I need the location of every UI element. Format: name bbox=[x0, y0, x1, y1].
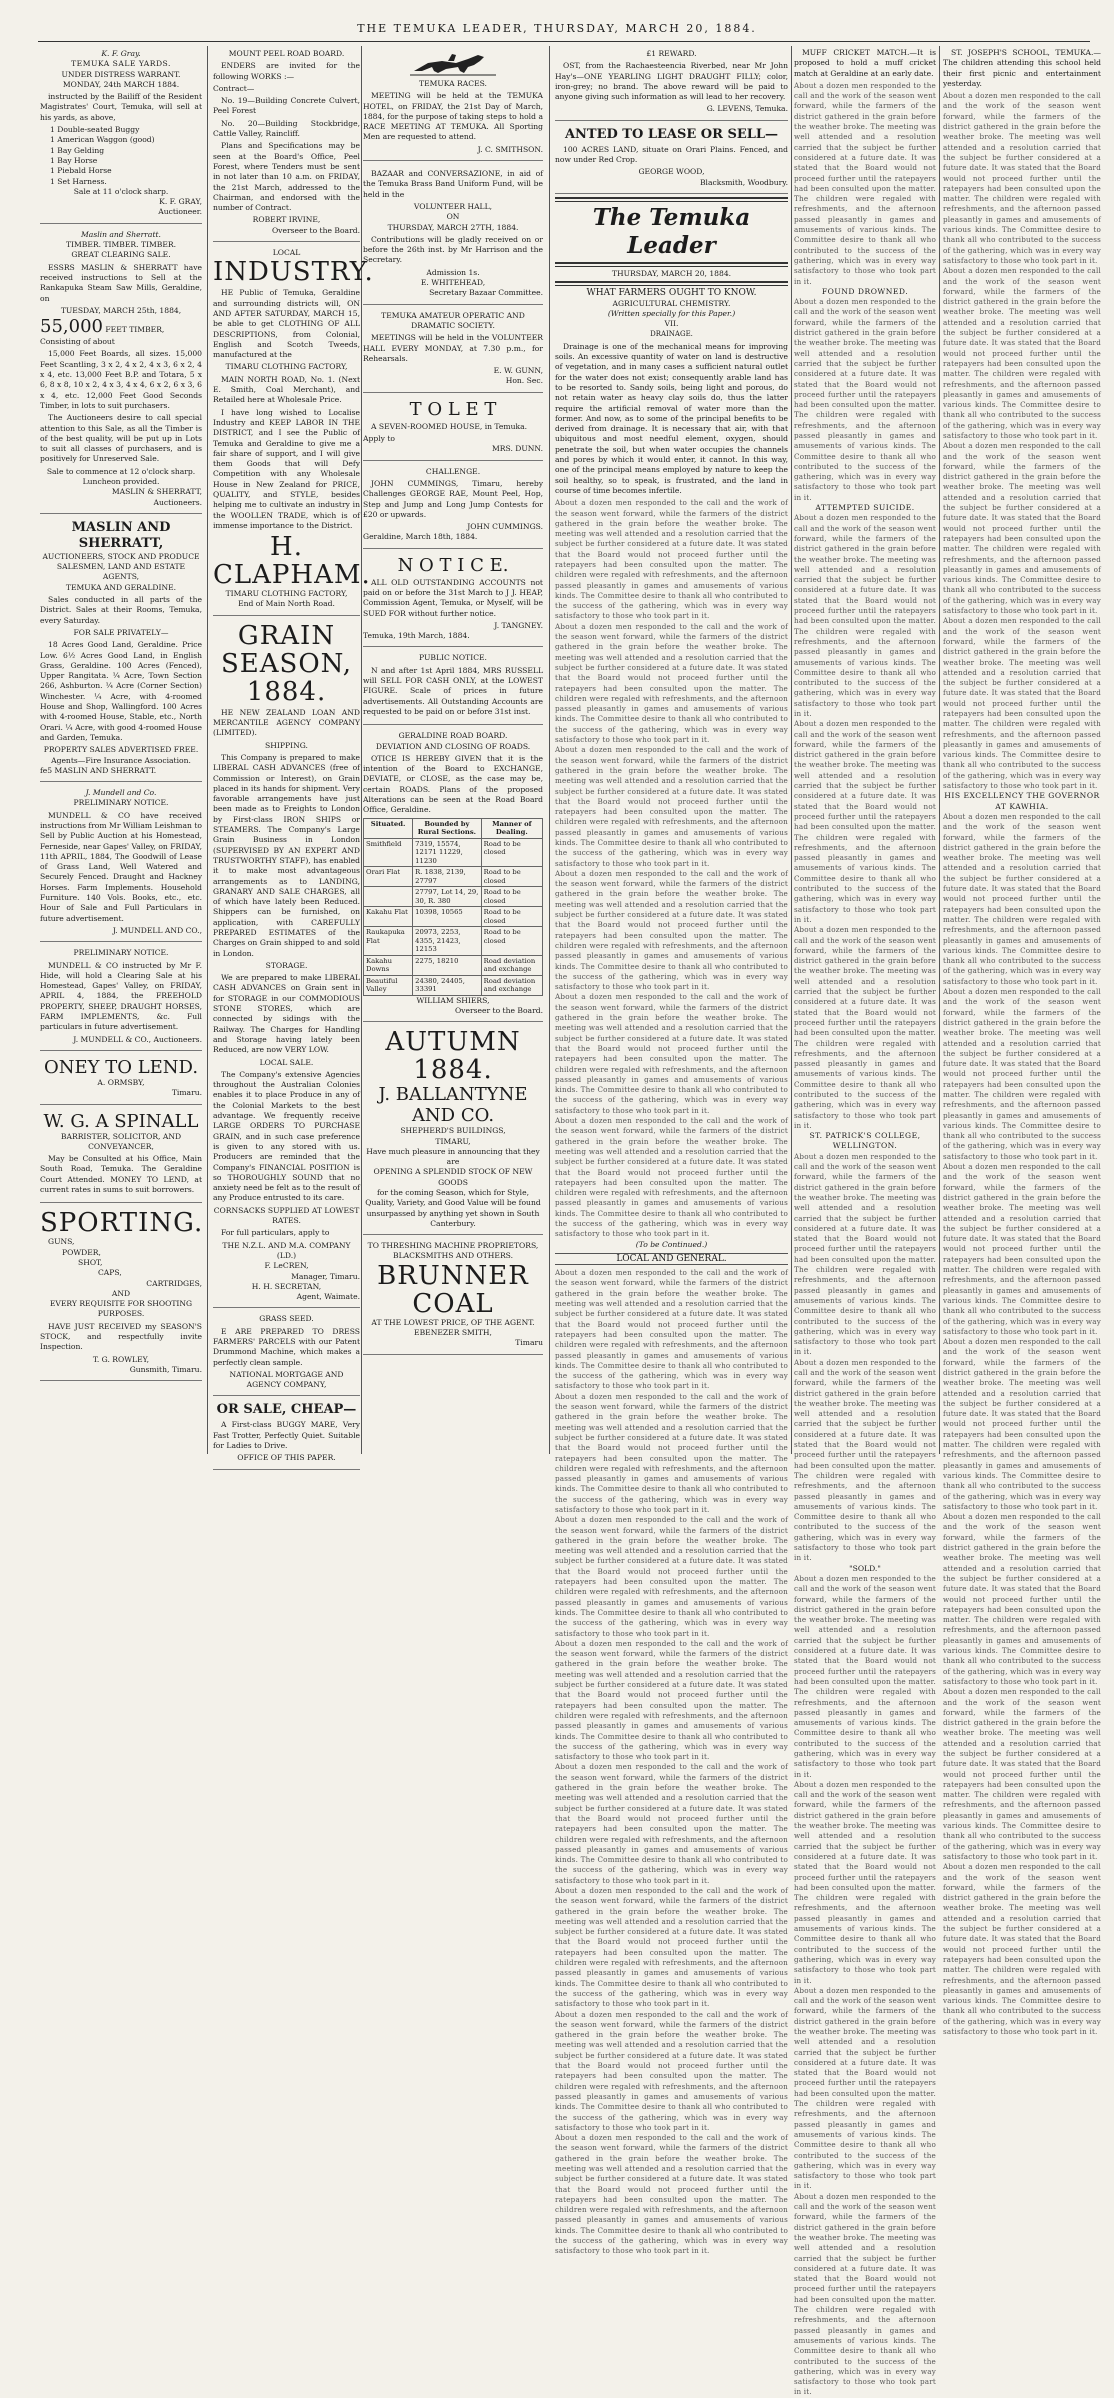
page-masthead: THE TEMUKA LEADER, THURSDAY, MARCH 20, 1884. bbox=[357, 22, 757, 35]
ad-kicker: LOCAL bbox=[272, 248, 301, 258]
top-rule bbox=[38, 41, 1090, 42]
list-item: CAPS, bbox=[98, 1268, 122, 1278]
ad-header: J. Mundell and Co. bbox=[85, 788, 157, 798]
news-heading: FOUND DROWNED. bbox=[821, 286, 909, 296]
sale-time: Sale at 11 o'clock sharp. bbox=[73, 186, 169, 196]
signoff-title: Agent, Waimate. bbox=[296, 1292, 360, 1302]
industry-ad bbox=[213, 245, 374, 616]
ad-body: for the coming Season, which for Style, Quality, Variety, and Good Value will be found unsurpassed by anything yet shown in South Canterbury. bbox=[365, 1188, 541, 1228]
signoff: EBENEZER SMITH, bbox=[414, 1328, 492, 1338]
ad-title: TEMUKA AMATEUR OPERATIC AND DRAMATIC SOCIETY. bbox=[381, 310, 525, 330]
list-item: 1 Double-seated Buggy bbox=[50, 125, 140, 135]
sale-commence: Sale to commence at 12 o'clock sharp. Luncheon provided. bbox=[46, 466, 196, 486]
signoff-title: Overseer to the Board. bbox=[271, 225, 360, 235]
ad-title: W. G. A SPINALL bbox=[43, 1110, 199, 1132]
masthead-rule bbox=[555, 197, 788, 202]
article-continued: About a dozen men responded to the call and the work of the season went forward, while the farmers of the district gathered in the grain before the weather broke. The meeting was well attended and a resolution carried that the subject be further considered at a future date. It was stated that the Board would not proceed further until the ratepayers had been consulted upon the matter. The children were regaled with refreshments, and the afternoon passed pleasantly in games and amusements of various kinds. The Committee desire to thank all who contributed to the success of the gathering, which was in every way satisfactory to those who took part in it. bbox=[555, 1116, 788, 1239]
office: OFFICE OF THIS PAPER. bbox=[237, 1453, 336, 1463]
table-header-row bbox=[364, 818, 543, 838]
table-row bbox=[364, 955, 543, 975]
news-text: About a dozen men responded to the call and the work of the season went forward, while the farmers of the district gathered in the grain before the weather broke. The meeting was well attended and a resolution carried that the subject be further considered at a future date. It was stated that the Board would not proceed further until the ratepayers had been consulted upon the matter. The children were regaled with refreshments, and the afternoon passed pleasantly in games and amusements of various kinds. The Committee desire to thank all who contributed to the success of the gathering, which was in every way satisfactory to those who took part in it. bbox=[555, 1885, 788, 2009]
signoff: H. H. SECRETAN, bbox=[251, 1281, 322, 1291]
signoff-title: Blacksmith, Woodbury. bbox=[699, 177, 788, 187]
news-text: About a dozen men responded to the call and the work of the season went forward, while the farmers of the district gathered in the grain before the weather broke. The meeting was well attended and a resolution carried that the subject be further considered at a future date. It was stated that the Board would not proceed further until the ratepayers had been consulted upon the matter. The children were regaled with refreshments, and the afternoon passed pleasantly in games and amusements of various kinds. The Committee desire to thank all who contributed to the success of the gathering, which was in every way satisfactory to those who took part in it. bbox=[943, 1687, 1102, 1861]
article-continued: About a dozen men responded to the call and the work of the season went forward, while the farmers of the district gathered in the grain before the weather broke. The meeting was well attended and a resolution carried that the subject be further considered at a future date. It was stated that the Board would not proceed further until the ratepayers had been consulted upon the matter. The children were regaled with refreshments, and the afternoon passed pleasantly in games and amusements of various kinds. The Committee desire to thank all who contributed to the success of the gathering, which was in every way satisfactory to those who took part in it. bbox=[555, 992, 788, 1115]
table-cell: 10398, 10565 bbox=[413, 907, 482, 927]
table-cell: Beautiful Valley bbox=[364, 975, 413, 995]
ad-title: TEMUKA SALE YARDS. bbox=[71, 59, 171, 69]
clothing-name: TIMARU CLOTHING FACTORY, bbox=[225, 362, 348, 372]
timber-feet: 55,000 bbox=[40, 316, 103, 338]
requisite: EVERY REQUISITE FOR SHOOTING PURPOSES. bbox=[49, 1299, 193, 1319]
tolet-ad bbox=[363, 396, 543, 461]
challenge-ad bbox=[363, 464, 543, 549]
ad-body: Sales conducted in all parts of the District. Sales at their Rooms, Temuka, every Saturday. bbox=[40, 595, 202, 625]
news-text: About a dozen men responded to the call and the work of the season went forward, while the farmers of the district gathered in the grain before the weather broke. The meeting was well attended and a resolution carried that the subject be further considered at a future date. It was stated that the Board would not proceed further until the ratepayers had been consulted upon the matter. The children were regaled with refreshments, and the afternoon passed pleasantly in games and amusements of various kinds. The Committee desire to thank all who contributed to the success of the gathering, which was in every way satisfactory to those who took part in it. bbox=[794, 80, 936, 286]
ad-subtitle: UNDER DISTRESS WARRANT. bbox=[61, 69, 181, 79]
ad-subtitle: DEVIATION AND CLOSING OF ROADS. bbox=[375, 741, 531, 751]
ad-title: BRUNNER bbox=[377, 1260, 529, 1291]
coal-ad bbox=[363, 1238, 543, 1354]
news-heading: ST. PATRICK'S COLLEGE, WELLINGTON. bbox=[809, 1131, 921, 1151]
ad-subtitle: GREAT CLEARING SALE. bbox=[71, 250, 171, 260]
news-text: About a dozen men responded to the call and the work of the season went forward, while the farmers of the district gathered in the grain before the weather broke. The meeting was well attended and a resolution carried that the subject be further considered at a future date. It was stated that the Board would not proceed further until the ratepayers had been consulted upon the matter. The children were regaled with refreshments, and the afternoon passed pleasantly in games and amusements of various kinds. The Committee desire to thank all who contributed to the success of the gathering, which was in every way satisfactory to those who took part in it. bbox=[943, 266, 1102, 440]
ad-body: OTICE IS HEREBY GIVEN that it is the intention of the Board to EXCHANGE, DEVIATE, or CLOSE, as the case may be, certain ROADS. Plans of the proposed Alterations can be seen at the Road Board Office, Geraldine. bbox=[363, 753, 543, 815]
ad-body: ALL OLD OUTSTANDING ACCOUNTS not paid on or before the 31st March to J J. HEAP, Commission Agent, Temuka, or Myself, will be SUED FOR without further notice. bbox=[363, 577, 543, 618]
list-item: GUNS, bbox=[48, 1237, 75, 1247]
contract-19: No. 19—Building Concrete Culvert, Peel Forest bbox=[213, 96, 360, 116]
news-item: ST. JOSEPH'S SCHOOL, TEMUKA.—The children attending this school held their first picnic and entertainment yesterday. bbox=[943, 48, 1101, 88]
ad-date: Temuka, 19th March, 1884. bbox=[363, 631, 470, 641]
ad-subtitle: TO THRESHING MACHINE PROPRIETORS, BLACKSMITHS AND OTHERS. bbox=[367, 1241, 539, 1261]
mount-peel-ad bbox=[213, 46, 360, 242]
timber-heading bbox=[40, 316, 202, 347]
news-text: About a dozen men responded to the call and the work of the season went forward, while the farmers of the district gathered in the grain before the weather broke. The meeting was well attended and a resolution carried that the subject be further considered at a future date. It was stated that the Board would not proceed further until the ratepayers had been consulted upon the matter. The children were regaled with refreshments, and the afternoon passed pleasantly in games and amusements of various kinds. The Committee desire to thank all who contributed to the success of the gathering, which was in every way satisfactory to those who took part in it. bbox=[943, 987, 1102, 1161]
signoff-title: Auctioneer. bbox=[158, 207, 202, 217]
ad-date: THURSDAY, MARCH 27TH, 1884. bbox=[387, 222, 519, 232]
table-cell: 20973, 2253, 4355, 21423, 12153 bbox=[413, 927, 482, 956]
signoff-title: Gunsmith, Timaru. bbox=[129, 1364, 202, 1374]
company: NATIONAL MORTGAGE AND AGENCY COMPANY, bbox=[229, 1369, 344, 1390]
signoff-title: Timaru bbox=[515, 1338, 543, 1348]
table-cell: Kakahu Downs bbox=[364, 955, 413, 975]
column-3 bbox=[363, 46, 543, 1454]
apply-to: Apply to bbox=[363, 434, 395, 444]
news-item: MUFF CRICKET MATCH.—It is proposed to hold a muff cricket match at Geraldine at an early date. bbox=[794, 48, 936, 78]
signoff: E. WHITEHEAD, bbox=[420, 278, 486, 288]
contract-label: Contract— bbox=[213, 83, 255, 93]
news-text: About a dozen men responded to the call and the work of the season went forward, while the farmers of the district gathered in the grain before the weather broke. The meeting was well attended and a resolution carried that the subject be further considered at a future date. It was stated that the Board would not proceed further until the ratepayers had been consulted upon the matter. The children were regaled with refreshments, and the afternoon passed pleasantly in games and amusements of various kinds. The Committee desire to thank all who contributed to the success of the gathering, which was in every way satisfactory to those who took part in it. bbox=[794, 925, 936, 1130]
signoff: MASLIN & SHERRATT, bbox=[111, 487, 202, 497]
list-item: 1 Piebald Horse bbox=[50, 166, 112, 176]
money-ad bbox=[40, 1054, 202, 1105]
ad-title: CHALLENGE. bbox=[425, 466, 481, 476]
operatic-ad bbox=[363, 308, 543, 393]
article-subtitle: AGRICULTURAL CHEMISTRY. bbox=[612, 298, 731, 308]
table-row bbox=[364, 887, 543, 907]
masthead-rule bbox=[555, 262, 788, 267]
column-6 bbox=[943, 46, 1102, 2036]
article-continued: About a dozen men responded to the call and the work of the season went forward, while the farmers of the district gathered in the grain before the weather broke. The meeting was well attended and a resolution carried that the subject be further considered at a future date. It was stated that the Board would not proceed further until the ratepayers had been consulted upon the matter. The children were regaled with refreshments, and the afternoon passed pleasantly in games and amusements of various kinds. The Committee desire to thank all who contributed to the success of the gathering, which was in every way satisfactory to those who took part in it. bbox=[555, 868, 788, 992]
ad-title: N O T I C E. bbox=[397, 554, 509, 576]
column-header: Manner of Dealing. bbox=[481, 818, 542, 838]
column-5 bbox=[794, 46, 936, 2397]
clothing-body: I have long wished to Localise Industry and KEEP LABOR IN THE DISTRICT, and I see the Public of Temuka and Geraldine to give me a fair share of support, and I will give them Goods that will Defy Competition with any Wholesale House in New Zealand for PRICE, QUALITY, and STYLE, besides helping me to cultivate an industry in the WOOLLEN TRADE, which is of immense importance to the District. bbox=[213, 407, 360, 530]
cornsacks: CORNSACKS SUPPLIED AT LOWEST RATES. bbox=[213, 1205, 360, 1226]
masthead-rule bbox=[555, 281, 788, 286]
ad-title: GRAIN bbox=[237, 620, 336, 651]
paper-masthead: The Temuka Leader bbox=[592, 203, 751, 259]
building: SHEPHERD'S BUILDINGS, bbox=[400, 1126, 506, 1136]
table-cell: Road to be closed bbox=[481, 867, 542, 887]
gray-sale-ad bbox=[40, 46, 202, 224]
ad-body: ENDERS are invited for the following WORKS :— bbox=[213, 61, 360, 81]
place: TIMARU, bbox=[435, 1136, 471, 1146]
ad-title: OR SALE, CHEAP— bbox=[216, 1402, 357, 1418]
news-heading: HIS EXCELLENCY THE GOVERNOR AT KAWHIA. bbox=[944, 791, 1100, 811]
table-cell: R. 1838, 2139, 27797 bbox=[413, 867, 482, 887]
opening: OPENING A SPLENDID STOCK OF NEW GOODS bbox=[373, 1167, 533, 1187]
local-sale-body: The Company's extensive Agencies throughout the Australian Colonies enables it to place Produce in any of the Colonial Markets to the best advantage. We frequently receive LARGE ORDERS TO PURCHASE GRAIN, and in such case preference is given to any stored with us. Producers are reminded that the Company's FINANCIAL POSITION is so THOROUGHLY SOUND that no anxiety need be felt as to the result of any Produce entrusted to its care. bbox=[213, 1069, 360, 1203]
table-cell: Road deviation and exchange bbox=[481, 975, 542, 995]
table-row bbox=[364, 907, 543, 927]
signoff-title: Secretary Bazaar Committee. bbox=[429, 288, 543, 298]
table-cell: Smithfield bbox=[364, 838, 413, 867]
ad-body: HE Public of Temuka, Geraldine and surrounding districts will, ON AND AFTER SATURDAY, MARCH 15, be able to get CLOTHING OF ALL DESCRIPTIONS, from Colonial, English and Scotch Tweeds, manufactured at the bbox=[213, 288, 360, 360]
mundell-ad-2 bbox=[40, 945, 202, 1051]
ad-title: SPORTING. bbox=[40, 1208, 204, 1239]
ad-body: OST, from the Rachaesteencia Riverbed, near Mr John Hay's—ONE YEARLING LIGHT DRAUGHT FILLY; color, iron-grey; no brand. The above reward will be paid to anyone giving such information as will lead to her recovery. bbox=[555, 61, 788, 102]
admission: Admission 1s. bbox=[426, 267, 480, 277]
timber-items: 15,000 Feet Boards, all sizes. 15,000 Feet Scantling, 3 x 2, 4 x 2, 4 x 3, 6 x 2, 4 x 4, etc. 13,000 Feet B.P. and Totara, 5 x 6, 8 x 8, 10 x 2, 4 x 3, 4 x 4, 6 x 2, 6 x 3, 6 x 4, etc. 12,000 Feet Good Seconds Timber, in lots to suit purchasers. bbox=[40, 349, 202, 410]
timber-rest: FEET TIMBER, Consisting of about bbox=[40, 325, 165, 347]
continued-note: (To be Continued.) bbox=[635, 1239, 708, 1249]
news-heading: "SOLD." bbox=[849, 1563, 881, 1573]
shipping-body: This Company is prepared to make LIBERAL CASH ADVANCES (free of Commission or Interest), on Grain placed in its hands for shipment. Very favorable arrangements have just been made as to Freights to London by First-class IRON SHIPS or STEAMERS. The Company's Large Grain Business in London (SUPERVISED BY AN EXPERT AND TRUSTWORTHY STAFF), has enabled it to make most advantageous arrangements as to LANDING, GRANARY AND SALE CHARGES, all of which have lately been Reduced. Shippers can be furnished, on application, with CAREFULLY PREPARED ESTIMATES of the Charges on Grain shipped to and sold in London. bbox=[213, 752, 360, 958]
ad-body: MUNDELL & CO instructed by Mr F. Hide, will hold a Clearing Sale at his Homestead, Gapes' Valley, on FRIDAY, APRIL 4, 1884, the FREEHOLD PROPERTY, SHEEP, DRAUGHT HORSES, FARM IMPLEMENTS, &c. Full particulars in future advertisement. bbox=[40, 960, 202, 1032]
list-item: SHOT, bbox=[78, 1257, 103, 1267]
list-item: 1 American Waggon (good) bbox=[50, 135, 155, 145]
news-text: About a dozen men responded to the call and the work of the season went forward, while the farmers of the district gathered in the grain before the weather broke. The meeting was well attended and a resolution carried that the subject be further considered at a future date. It was stated that the Board would not proceed further until the ratepayers had been consulted upon the matter. The children were regaled with refreshments, and the afternoon passed pleasantly in games and amusements of various kinds. The Committee desire to thank all who contributed to the success of the gathering, which was in every way satisfactory to those who took part in it. bbox=[794, 1151, 936, 1357]
sporting-list bbox=[40, 1237, 202, 1288]
agents: Agents—Fire Insurance Association. bbox=[51, 755, 191, 765]
ad-title: GERALDINE ROAD BOARD. bbox=[398, 731, 508, 741]
signoff: A. ORMSBY, bbox=[97, 1077, 145, 1087]
ad-body: 100 ACRES LAND, situate on Orari Plains. Fenced, and now under Red Crop. bbox=[555, 144, 788, 165]
article-number: VII. bbox=[664, 319, 679, 329]
news-text: About a dozen men responded to the call and the work of the season went forward, while the farmers of the district gathered in the grain before the weather broke. The meeting was well attended and a resolution carried that the subject be further considered at a future date. It was stated that the Board would not proceed further until the ratepayers had been consulted upon the matter. The children were regaled with refreshments, and the afternoon passed pleasantly in games and amusements of various kinds. The Committee desire to thank all who contributed to the success of the gathering, which was in every way satisfactory to those who took part in it. bbox=[794, 719, 936, 924]
ad-title: INDUSTRY. bbox=[213, 257, 374, 288]
ad-title-2: SEASON, 1884. bbox=[220, 648, 353, 707]
and-word: AND bbox=[111, 1288, 131, 1298]
signoff-title: Overseer to the Board. bbox=[454, 1005, 543, 1015]
article-continued: About a dozen men responded to the call and the work of the season went forward, while the farmers of the district gathered in the grain before the weather broke. The meeting was well attended and a resolution carried that the subject be further considered at a future date. It was stated that the Board would not proceed further until the ratepayers had been consulted upon the matter. The children were regaled with refreshments, and the afternoon passed pleasantly in games and amusements of various kinds. The Committee desire to thank all who contributed to the success of the gathering, which was in every way satisfactory to those who took part in it. bbox=[555, 745, 788, 868]
timber-note: The Auctioneers desire to call special attention to this Sale, as all the Timber is of the best quality, will be put up in Lots to suit all classes of purchasers, and is positively for Unreserved Sale. bbox=[40, 413, 202, 464]
signoff: WILLIAM SHIERS, bbox=[416, 995, 490, 1005]
place: Timaru. bbox=[171, 1088, 202, 1098]
signoff-title: Auctioneers. bbox=[153, 497, 202, 507]
section-title: LOCAL SALE. bbox=[259, 1057, 314, 1067]
table-row bbox=[364, 975, 543, 995]
clapham-sub: TIMARU CLOTHING FACTORY, bbox=[225, 589, 348, 599]
table-cell: 7319, 15574, 12171 11229, 11230 bbox=[413, 838, 482, 867]
article-byline: (Written specially for this Paper.) bbox=[607, 308, 736, 318]
signoff: GEORGE WOOD, bbox=[638, 167, 705, 177]
autumn-ad bbox=[363, 1025, 543, 1235]
ad-title: ONEY TO LEND. bbox=[43, 1056, 199, 1078]
maslin-timber-ad bbox=[40, 227, 202, 514]
sale-list: 18 Acres Good Land, Geraldine. Price Low. 6½ Acres Good Land, in English Grass, Geraldine. 100 Acres (Fenced), Upper Rangitata. ¼ Acre, Town Section 266, Ashburton. ¼ Acre (Corner Section) Winchester. ¼ Acre, with 4-roomed House and Shop, Wallingford. 100 Acres with 4-roomed House, Stable, etc., North Orari. ¼ Acre, with good 4-roomed House and Garden, Temuka. bbox=[40, 640, 202, 742]
list-item: 1 Bay Horse bbox=[50, 155, 98, 165]
news-text: About a dozen men responded to the call and the work of the season went forward, while the farmers of the district gathered in the grain before the weather broke. The meeting was well attended and a resolution carried that the subject be further considered at a future date. It was stated that the Board would not proceed further until the ratepayers had been consulted upon the matter. The children were regaled with refreshments, and the afternoon passed pleasantly in games and amusements of various kinds. The Committee desire to thank all who contributed to the success of the gathering, which was in every way satisfactory to those who took part in it. bbox=[943, 1512, 1102, 1686]
table-cell: Orari Flat bbox=[364, 867, 413, 887]
news-text: About a dozen men responded to the call and the work of the season went forward, while the farmers of the district gathered in the grain before the weather broke. The meeting was well attended and a resolution carried that the subject be further considered at a future date. It was stated that the Board would not proceed further until the ratepayers had been consulted upon the matter. The children were regaled with refreshments, and the afternoon passed pleasantly in games and amusements of various kinds. The Committee desire to thank all who contributed to the success of the gathering, which was in every way satisfactory to those who took part in it. bbox=[555, 1762, 788, 1885]
paper-date: THURSDAY, MARCH 20, 1884. bbox=[611, 268, 732, 278]
list-item: CARTRIDGES, bbox=[146, 1278, 202, 1288]
list-item: POWDER, bbox=[62, 1247, 101, 1257]
ad-title: £1 REWARD. bbox=[646, 49, 697, 58]
announce: Have much pleasure in announcing that they are bbox=[366, 1146, 540, 1167]
news-text: About a dozen men responded to the call and the work of the season went forward, while the farmers of the district gathered in the grain before the weather broke. The meeting was well attended and a resolution carried that the subject be further considered at a future date. It was stated that the Board would not proceed further until the ratepayers had been consulted upon the matter. The children were regaled with refreshments, and the afternoon passed pleasantly in games and amusements of various kinds. The Committee desire to thank all who contributed to the success of the gathering, which was in every way satisfactory to those who took part in it. bbox=[555, 1638, 788, 1762]
news-text: About a dozen men responded to the call and the work of the season went forward, while the farmers of the district gathered in the grain before the weather broke. The meeting was well attended and a resolution carried that the subject be further considered at a future date. It was stated that the Board would not proceed further until the ratepayers had been consulted upon the matter. The children were regaled with refreshments, and the afternoon passed pleasantly in games and amusements of various kinds. The Committee desire to thank all who contributed to the success of the gathering, which was in every way satisfactory to those who took part in it. bbox=[555, 1391, 788, 1514]
signoff: G. LEVENS, Temuka. bbox=[706, 104, 788, 114]
news-text: About a dozen men responded to the call and the work of the season went forward, while the farmers of the district gathered in the grain before the weather broke. The meeting was well attended and a resolution carried that the subject be further considered at a future date. It was stated that the Board would not proceed further until the ratepayers had been consulted upon the matter. The children were regaled with refreshments, and the afternoon passed pleasantly in games and amusements of various kinds. The Committee desire to thank all who contributed to the success of the gathering, which was in every way satisfactory to those who took part in it. bbox=[794, 1985, 936, 2191]
ad-title: TIMBER. TIMBER. TIMBER. bbox=[65, 240, 177, 250]
signoff: J. C. SMITHSON. bbox=[477, 144, 543, 154]
article-text: Drainage is one of the mechanical means for improving soils. An excessive quantity of water on land is destructive of vegetation, and in many cases a sufficient natural outlet for the water does not exist; consequently arable land has to be resorted to. Sandy soils, being light and porous, do not retain water as heavy clay soils do, thus the latter require the artificial removal of water more than the former. And now, as to some of the principal benefits to be derived from drainage. It is necessary that air, with that ubiquitous and most needful element, oxygen, should penetrate the soil, but when water occupies the channels and pores by which it would enter, it cannot. In this way, one of the principal means employed by nature to keep the soil healthy, so to speak, is frustrated, and the land in course of time becomes infertile. bbox=[555, 341, 788, 495]
ad-title: PRELIMINARY NOTICE. bbox=[73, 948, 169, 958]
ad-header: Maslin and Sherratt. bbox=[81, 229, 161, 239]
news-text: About a dozen men responded to the call and the work of the season went forward, while the farmers of the district gathered in the grain before the weather broke. The meeting was well attended and a resolution carried that the subject be further considered at a future date. It was stated that the Board would not proceed further until the ratepayers had been consulted upon the matter. The children were regaled with refreshments, and the afternoon passed pleasantly in games and amusements of various kinds. The Committee desire to thank all who contributed to the success of the gathering, which was in every way satisfactory to those who took part in it. bbox=[555, 1268, 788, 1391]
ad-body: BAZAAR and CONVERSAZIONE, in aid of the Temuka Brass Band Uniform Fund, will be held in the bbox=[363, 169, 543, 199]
ad-header: K. F. Gray. bbox=[101, 49, 141, 58]
column-rule bbox=[939, 46, 940, 1454]
storage-body: We are prepared to make LIBERAL CASH ADVANCES on Grain sent in for STORAGE in our COMMODIOUS STONE STORES, which are connected by sidings with the Railway. The Charges for Handling and Storage having lately been Reduced, are now VERY LOW. bbox=[213, 973, 360, 1055]
news-text: About a dozen men responded to the call and the work of the season went forward, while the farmers of the district gathered in the grain before the weather broke. The meeting was well attended and a resolution carried that the subject be further considered at a future date. It was stated that the Board would not proceed further until the ratepayers had been consulted upon the matter. The children were regaled with refreshments, and the afternoon passed pleasantly in games and amusements of various kinds. The Committee desire to thank all who contributed to the success of the gathering, which was in every way satisfactory to those who took part in it. bbox=[794, 297, 936, 502]
ad-body: N and after 1st April 1884, MRS RUSSELL will SELL FOR CASH ONLY, at the LOWEST FIGURE. Scale of prices in future advertisements. All Outstanding Accounts are requested to be paid on or before 31st inst. bbox=[363, 665, 543, 716]
ad-body: A SEVEN-ROOMED HOUSE, in Temuka. bbox=[371, 421, 528, 431]
column-2 bbox=[213, 46, 374, 1463]
ad-body: MUNDELL & CO have received instructions from Mr William Leishman to Sell by Public Auction at his Homestead, Ferneside, near Gapes' Valley, on FRIDAY, 11th APRIL, 1884, The Goodwill of Lease of Grass Land, Well Watered and Securely Fenced. Draught and Hackney Horses. Farm Implements. Household Furniture. 140 Vols. Books, etc., etc. Hour of Sale and Full Particulars in future advertisement. bbox=[40, 810, 202, 923]
maslin-agents-ad bbox=[40, 517, 202, 782]
column-header: Bounded by Rural Sections. bbox=[413, 818, 482, 838]
reward-ad bbox=[555, 46, 788, 121]
table-cell: Kakahu Flat bbox=[364, 907, 413, 927]
ad-title: MASLIN AND SHERRATT, bbox=[71, 519, 171, 551]
ad-date: TUESDAY, MARCH 25th, 1884, bbox=[60, 305, 182, 315]
table-cell: Road to be closed bbox=[481, 927, 542, 956]
mundell-ad bbox=[40, 785, 202, 942]
article-continued: About a dozen men responded to the call and the work of the season went forward, while the farmers of the district gathered in the grain before the weather broke. The meeting was well attended and a resolution carried that the subject be further considered at a future date. It was stated that the Board would not proceed further until the ratepayers had been consulted upon the matter. The children were regaled with refreshments, and the afternoon passed pleasantly in games and amusements of various kinds. The Committee desire to thank all who contributed to the success of the gathering, which was in every way satisfactory to those who took part in it. bbox=[555, 621, 788, 745]
ad-body: A First-class BUGGY MARE, Very Fast Trotter, Perfectly Quiet. Suitable for Ladies to Drive. bbox=[213, 1420, 360, 1451]
article-title: WHAT FARMERS OUGHT TO KNOW. bbox=[586, 288, 757, 299]
clapham-name: H. CLAPHAM. bbox=[213, 532, 371, 591]
news-text: About a dozen men responded to the call and the work of the season went forward, while the farmers of the district gathered in the grain before the weather broke. The meeting was well attended and a resolution carried that the subject be further considered at a future date. It was stated that the Board would not proceed further until the ratepayers had been consulted upon the matter. The children were regaled with refreshments, and the afternoon passed pleasantly in games and amusements of various kinds. The Committee desire to thank all who contributed to the success of the gathering, which was in every way satisfactory to those who took part in it. bbox=[794, 513, 936, 718]
list-item: 1 Set Harness. bbox=[50, 176, 107, 186]
section-title: SHIPPING. bbox=[265, 740, 308, 750]
table-row bbox=[364, 838, 543, 867]
apply: For full particulars, apply to bbox=[221, 1228, 330, 1238]
wanted-ad bbox=[555, 124, 788, 194]
news-text: About a dozen men responded to the call and the work of the season went forward, while the farmers of the district gathered in the grain before the weather broke. The meeting was well attended and a resolution carried that the subject be further considered at a future date. It was stated that the Board would not proceed further until the ratepayers had been consulted upon the matter. The children were regaled with refreshments, and the afternoon passed pleasantly in games and amusements of various kinds. The Committee desire to thank all who contributed to the success of the gathering, which was in every way satisfactory to those who took part in it. bbox=[943, 91, 1102, 265]
table-cell: 2275, 18210 bbox=[413, 955, 482, 975]
grass-seed-ad bbox=[213, 1311, 360, 1396]
clapham-addr: End of Main North Road. bbox=[238, 599, 335, 609]
signoff: J. MUNDELL AND CO., bbox=[112, 925, 202, 935]
table-cell: Road to be closed bbox=[481, 887, 542, 907]
table-cell: Raukapuka Flat bbox=[364, 927, 413, 956]
ad-body: ESSRS MASLIN & SHERRATT have received instructions to Sell at the Rankapuka Steam Saw Mills, Geraldine, on bbox=[40, 262, 202, 303]
table-row bbox=[364, 867, 543, 887]
property-note: PROPERTY SALES ADVERTISED FREE. bbox=[43, 745, 199, 755]
ad-subtitle: AUCTIONEERS, STOCK AND PRODUCE SALESMEN, LAND AND ESTATE AGENTS, bbox=[42, 551, 200, 582]
column-1 bbox=[40, 46, 202, 1454]
ref: fe5 MASLIN AND SHERRATT. bbox=[40, 765, 157, 775]
ad-title: AUTUMN 1884. bbox=[385, 1027, 521, 1086]
news-text: About a dozen men responded to the call and the work of the season went forward, while the farmers of the district gathered in the grain before the weather broke. The meeting was well attended and a resolution carried that the subject be further considered at a future date. It was stated that the Board would not proceed further until the ratepayers had been consulted upon the matter. The children were regaled with refreshments, and the afternoon passed pleasantly in games and amusements of various kinds. The Committee desire to thank all who contributed to the success of the gathering, which was in every way satisfactory to those who took part in it. bbox=[943, 1162, 1102, 1336]
column-header: Situated. bbox=[364, 818, 413, 838]
ad-title: PRELIMINARY NOTICE. bbox=[73, 798, 169, 808]
article-continued: About a dozen men responded to the call and the work of the season went forward, while the farmers of the district gathered in the grain before the weather broke. The meeting was well attended and a resolution carried that the subject be further considered at a future date. It was stated that the Board would not proceed further until the ratepayers had been consulted upon the matter. The children were regaled with refreshments, and the afternoon passed pleasantly in games and amusements of various kinds. The Committee desire to thank all who contributed to the success of the gathering, which was in every way satisfactory to those who took part in it. bbox=[555, 498, 788, 621]
article-section: DRAINAGE. bbox=[650, 330, 693, 339]
news-text: About a dozen men responded to the call and the work of the season went forward, while the farmers of the district gathered in the grain before the weather broke. The meeting was well attended and a resolution carried that the subject be further considered at a future date. It was stated that the Board would not proceed further until the ratepayers had been consulted upon the matter. The children were regaled with refreshments, and the afternoon passed pleasantly in games and amusements of various kinds. The Committee desire to thank all who contributed to the success of the gathering, which was in every way satisfactory to those who took part in it. bbox=[794, 2191, 936, 2397]
ad-title: PUBLIC NOTICE. bbox=[419, 653, 487, 663]
signoff: MRS. DUNN. bbox=[492, 444, 543, 454]
ad-subtitle: BARRISTER, SOLICITOR, AND CONVEYANCER, bbox=[60, 1131, 182, 1151]
ad-date: MONDAY, 24th MARCH 1884. bbox=[62, 79, 180, 89]
news-text: About a dozen men responded to the call and the work of the season went forward, while the farmers of the district gathered in the grain before the weather broke. The meeting was well attended and a resolution carried that the subject be further considered at a future date. It was stated that the Board would not proceed further until the ratepayers had been consulted upon the matter. The children were regaled with refreshments, and the afternoon passed pleasantly in games and amusements of various kinds. The Committee desire to thank all who contributed to the success of the gathering, which was in every way satisfactory to those who took part in it. bbox=[943, 1862, 1102, 2036]
signoff: ROBERT IRVINE, bbox=[252, 215, 321, 225]
ad-title: TEMUKA RACES. bbox=[419, 79, 487, 88]
news-text: About a dozen men responded to the call and the work of the season went forward, while the farmers of the district gathered in the grain before the weather broke. The meeting was well attended and a resolution carried that the subject be further considered at a future date. It was stated that the Board would not proceed further until the ratepayers had been consulted upon the matter. The children were regaled with refreshments, and the afternoon passed pleasantly in games and amusements of various kinds. The Committee desire to thank all who contributed to the success of the gathering, which was in every way satisfactory to those who took part in it. bbox=[943, 1337, 1102, 1511]
table-cell: Road to be closed bbox=[481, 838, 542, 867]
clothing-addr: MAIN NORTH ROAD, No. 1. (Next E. Smith, Coal Merchant), and Retailed here at Wholesale Price. bbox=[213, 374, 360, 405]
spinall-ad bbox=[40, 1108, 202, 1204]
news-text: About a dozen men responded to the call and the work of the season went forward, while the farmers of the district gathered in the grain before the weather broke. The meeting was well attended and a resolution carried that the subject be further considered at a future date. It was stated that the Board would not proceed further until the ratepayers had been consulted upon the matter. The children were regaled with refreshments, and the afternoon passed pleasantly in games and amusements of various kinds. The Committee desire to thank all who contributed to the success of the gathering, which was in every way satisfactory to those who took part in it. bbox=[794, 1357, 936, 1563]
company: THE N.Z.L. AND M.A. COMPANY (LD.) bbox=[222, 1240, 351, 1260]
ad-title: T O L E T bbox=[409, 398, 497, 420]
signoff: F. LeCREN, bbox=[264, 1261, 309, 1271]
ad-title-2: COAL bbox=[412, 1288, 494, 1319]
bazaar-ad bbox=[363, 164, 543, 305]
column-4 bbox=[555, 46, 788, 2256]
news-text: About a dozen men responded to the call and the work of the season went forward, while the farmers of the district gathered in the grain before the weather broke. The meeting was well attended and a resolution carried that the subject be further considered at a future date. It was stated that the Board would not proceed further until the ratepayers had been consulted upon the matter. The children were regaled with refreshments, and the afternoon passed pleasantly in games and amusements of various kinds. The Committee desire to thank all who contributed to the success of the gathering, which was in every way satisfactory to those who took part in it. bbox=[943, 811, 1102, 986]
geraldine-roads-ad bbox=[363, 728, 543, 1022]
table-cell: 24380, 24405, 33391 bbox=[413, 975, 482, 995]
signoff-title: Manager, Timaru. bbox=[291, 1271, 360, 1281]
races-ad bbox=[363, 46, 543, 161]
notice-ad bbox=[363, 552, 543, 648]
news-text: About a dozen men responded to the call and the work of the season went forward, while the farmers of the district gathered in the grain before the weather broke. The meeting was well attended and a resolution carried that the subject be further considered at a future date. It was stated that the Board would not proceed further until the ratepayers had been consulted upon the matter. The children were regaled with refreshments, and the afternoon passed pleasantly in games and amusements of various kinds. The Committee desire to thank all who contributed to the success of the gathering, which was in every way satisfactory to those who took part in it. bbox=[555, 2133, 788, 2256]
ad-date: Geraldine, March 18th, 1884. bbox=[363, 532, 478, 542]
signoff-title: Hon. Sec. bbox=[505, 376, 543, 386]
news-text: About a dozen men responded to the call and the work of the season went forward, while the farmers of the district gathered in the grain before the weather broke. The meeting was well attended and a resolution carried that the subject be further considered at a future date. It was stated that the Board would not proceed further until the ratepayers had been consulted upon the matter. The children were regaled with refreshments, and the afternoon passed pleasantly in games and amusements of various kinds. The Committee desire to thank all who contributed to the success of the gathering, which was in every way satisfactory to those who took part in it. bbox=[555, 2009, 788, 2132]
ad-title: GRASS SEED. bbox=[259, 1314, 314, 1324]
ad-body: MEETING will be held at the TEMUKA HOTEL, on FRIDAY, the 21st Day of March, 1884, for the purpose of taking steps to hold a RACE MEETING AT TEMUKA. All Sporting Men are requested to attend. bbox=[363, 91, 543, 142]
table-cell: 27797, Lot 14, 29, 30, R. 380 bbox=[413, 887, 482, 907]
ad-body: JOHN CUMMINGS, Timaru, hereby Challenges GEORGE RAE, Mount Peel, Hop, Step and Jump and Long Jump Contests for £20 or upwards. bbox=[363, 478, 543, 519]
news-text: About a dozen men responded to the call and the work of the season went forward, while the farmers of the district gathered in the grain before the weather broke. The meeting was well attended and a resolution carried that the subject be further considered at a future date. It was stated that the Board would not proceed further until the ratepayers had been consulted upon the matter. The children were regaled with refreshments, and the afternoon passed pleasantly in games and amusements of various kinds. The Committee desire to thank all who contributed to the success of the gathering, which was in every way satisfactory to those who took part in it. bbox=[794, 1779, 936, 1985]
grain-ad bbox=[213, 619, 360, 1309]
public-notice-ad bbox=[363, 650, 543, 725]
buggy-ad bbox=[213, 1399, 360, 1469]
ad-body: E ARE PREPARED TO DRESS FARMERS' PARCELS with our Patent Drummond Machine, which makes a perfectly clean sample. bbox=[213, 1326, 360, 1367]
signoff: T. G. ROWLEY, bbox=[92, 1354, 150, 1364]
ad-body: MEETINGS will be held in the VOLUNTEER HALL EVERY MONDAY, at 7.30 p.m., for Rehearsals. bbox=[363, 333, 543, 363]
section-heading: LOCAL AND GENERAL. bbox=[555, 1253, 788, 1265]
ad-body: AT THE LOWEST PRICE, OF THE AGENT. bbox=[371, 1317, 535, 1327]
news-text: About a dozen men responded to the call and the work of the season went forward, while the farmers of the district gathered in the grain before the weather broke. The meeting was well attended and a resolution carried that the subject be further considered at a future date. It was stated that the Board would not proceed further until the ratepayers had been consulted upon the matter. The children were regaled with refreshments, and the afternoon passed pleasantly in games and amusements of various kinds. The Committee desire to thank all who contributed to the success of the gathering, which was in every way satisfactory to those who took part in it. bbox=[943, 441, 1102, 616]
on-word: ON bbox=[446, 212, 460, 222]
table-cell bbox=[364, 887, 413, 907]
racehorse-illustration bbox=[408, 51, 498, 77]
firm-name: J. BALLANTYNE AND CO. bbox=[378, 1084, 528, 1127]
ad-title: MOUNT PEEL ROAD BOARD. bbox=[228, 49, 345, 58]
table-cell: Road to be closed bbox=[481, 907, 542, 927]
news-text: About a dozen men responded to the call and the work of the season went forward, while the farmers of the district gathered in the grain before the weather broke. The meeting was well attended and a resolution carried that the subject be further considered at a future date. It was stated that the Board would not proceed further until the ratepayers had been consulted upon the matter. The children were regaled with refreshments, and the afternoon passed pleasantly in games and amusements of various kinds. The Committee desire to thank all who contributed to the success of the gathering, which was in every way satisfactory to those who took part in it. bbox=[943, 616, 1102, 791]
plans-note: Plans and Specifications may be seen at the Board's Office, Peel Forest, where Tenders must be sent in not later than 10 a.m. on FRIDAY, the 21st March, addressed to the Chairman, and endorsed with the number of Contract. bbox=[213, 141, 360, 213]
item-list bbox=[40, 125, 202, 187]
news-text: About a dozen men responded to the call and the work of the season went forward, while the farmers of the district gathered in the grain before the weather broke. The meeting was well attended and a resolution carried that the subject be further considered at a future date. It was stated that the Board would not proceed further until the ratepayers had been consulted upon the matter. The children were regaled with refreshments, and the afternoon passed pleasantly in games and amusements of various kinds. The Committee desire to thank all who contributed to the success of the gathering, which was in every way satisfactory to those who took part in it. bbox=[555, 1515, 788, 1638]
signoff: J. TANGNEY. bbox=[494, 620, 543, 630]
section-title: STORAGE. bbox=[265, 960, 308, 970]
table-cell: Road deviation and exchange bbox=[481, 955, 542, 975]
company-name: HE NEW ZEALAND LOAN AND MERCANTILE AGENCY COMPANY (LIMITED). bbox=[213, 707, 360, 738]
ad-body: instructed by the Bailiff of the Resident Magistrates' Court, Temuka, will sell at his yards, as above, bbox=[40, 92, 202, 122]
signoff: K. F. GRAY, bbox=[159, 197, 202, 207]
table-row bbox=[364, 927, 543, 956]
column-rule bbox=[549, 46, 550, 1454]
signoff: E. W. GUNN, bbox=[493, 366, 543, 376]
news-heading: ATTEMPTED SUICIDE. bbox=[815, 503, 915, 513]
venue: VOLUNTEER HALL, bbox=[413, 201, 493, 211]
ad-body: May be Consulted at his Office, Main South Road, Temuka. The Geraldine Court Attended. MONEY TO LEND, at current rates in sums to suit borrowers. bbox=[40, 1154, 202, 1195]
roads-table bbox=[363, 818, 543, 996]
list-item: 1 Bay Gelding bbox=[50, 145, 105, 155]
ad-body: HAVE JUST RECEIVED my SEASON'S STOCK, and respectfully invite Inspection. bbox=[40, 1321, 202, 1352]
ad-place: TEMUKA AND GERALDINE. bbox=[65, 582, 177, 592]
signoff: JOHN CUMMINGS. bbox=[467, 522, 543, 532]
column-rule bbox=[207, 46, 208, 1454]
news-text: About a dozen men responded to the call and the work of the season went forward, while the farmers of the district gathered in the grain before the weather broke. The meeting was well attended and a resolution carried that the subject be further considered at a future date. It was stated that the Board would not proceed further until the ratepayers had been consulted upon the matter. The children were regaled with refreshments, and the afternoon passed pleasantly in games and amusements of various kinds. The Committee desire to thank all who contributed to the success of the gathering, which was in every way satisfactory to those who took part in it. bbox=[794, 1573, 936, 1779]
ad-title: ANTED TO LEASE OR SELL— bbox=[564, 126, 779, 142]
column-rule bbox=[791, 46, 792, 1454]
contract-20: No. 20—Building Stockbridge, Cattle Valley, Raincliff. bbox=[213, 118, 360, 139]
sporting-ad bbox=[40, 1206, 202, 1381]
for-sale: FOR SALE PRIVATELY— bbox=[73, 627, 169, 637]
bazaar-note: Contributions will be gladly received on or before the 26th inst. by Mr Harrison and the Secretary. bbox=[363, 234, 543, 265]
signoff: J. MUNDELL & CO., Auctioneers. bbox=[73, 1034, 202, 1044]
